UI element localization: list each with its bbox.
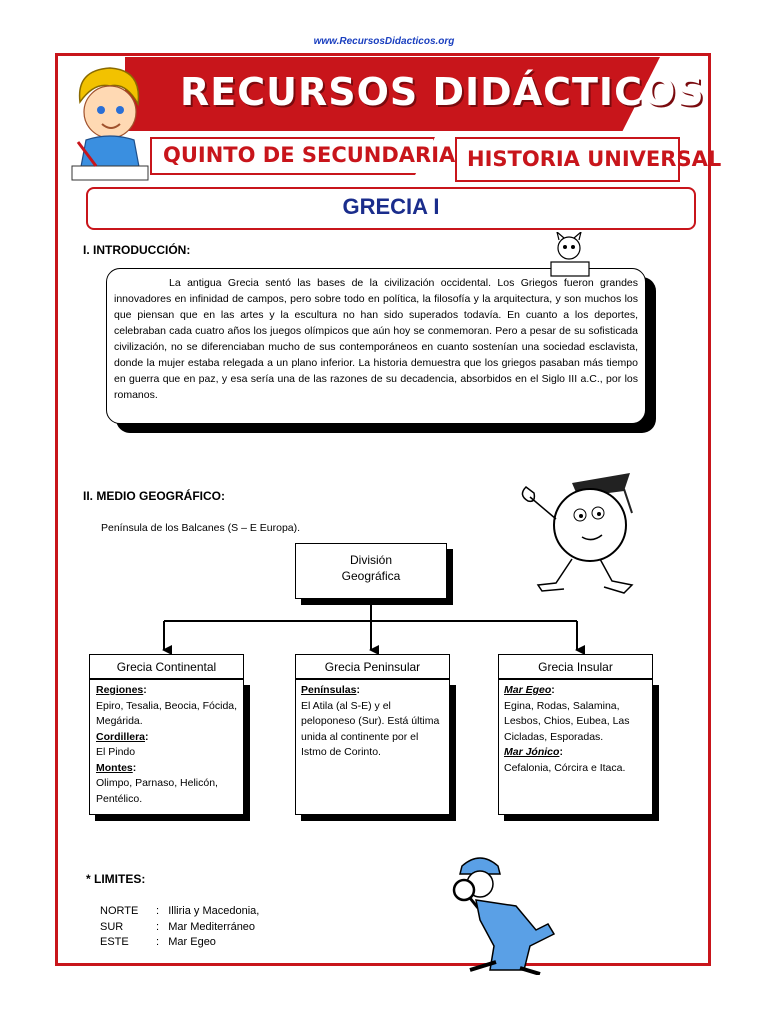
peninsular-title: Grecia Peninsular	[324, 660, 421, 674]
insular-title: Grecia Insular	[538, 660, 613, 674]
continental-title: Grecia Continental	[116, 660, 217, 674]
montes-text: Olimpo, Parnaso, Helicón, Pentélico.	[96, 777, 218, 805]
peninsula-text: Península de los Balcanes (S – E Europa).	[101, 522, 301, 534]
brand-title: RECURSOS DIDÁCTICOS	[180, 70, 705, 114]
division-line-2: Geográfica	[341, 569, 401, 583]
limit-row: SUR : Mar Mediterráneo	[100, 920, 256, 933]
page-title: GRECIA I	[342, 194, 440, 219]
mar-egeo-label: Mar Egeo	[504, 684, 552, 696]
cordillera-text: El Pindo	[96, 746, 136, 758]
limit-row: NORTE : Illiria y Macedonia,	[100, 905, 260, 917]
intro-text: La antigua Grecia sentó las bases de la civilización occidental. Los Griegos fueron grandes innovadores en infinidad de campos, pero sobre todo en política, la filosofía y la arquitectura, y son muchos los que piensan que en las artes y la escultura no han sido superados todavía. En cuanto a los deportes, celebraban cada cuatro años los juegos olímpicos que aún hoy se conmemoran. Pero a pesar de su sofisticada civilización, no se diferenciaban mucho de sus contemporáneos en cuanto sostenían una sociedad esclavista, donde la mujer estaba relegada a un plano inferior. La historia demuestra que los griegos pasaban más tiempo en guerra que en paz, y esa sería una de las razones de su decadencia, absorbidos en el Siglo III a.C., por los romanos.	[114, 277, 638, 401]
mar-jonico-text: Cefalonia, Córcira e Itaca.	[504, 761, 626, 774]
peninsulas-text: El Atila (al S-E) y el peloponeso (Sur). Está última unida al continente por el Istmo de Corinto.	[301, 699, 440, 758]
peninsulas-label: Penínsulas	[301, 684, 357, 696]
detective-illustration	[440, 850, 560, 975]
montes-label: Montes	[96, 761, 133, 774]
peninsular-content: Penínsulas: El Atila (al S-E) y el peloponeso (Sur). Está última unida al continente por el Istmo de Corinto.	[301, 684, 440, 758]
intro-heading: I. INTRODUCCIÓN:	[83, 243, 191, 257]
regiones-label: Regiones	[96, 684, 144, 696]
limits-list	[100, 904, 259, 951]
regiones-text: Epiro, Tesalia, Beocia, Fócida, Megárida.	[96, 699, 238, 727]
mar-egeo-text: Egina, Rodas, Salamina, Lesbos, Chios, Eubea, Las Cicladas, Esporadas.	[504, 699, 630, 743]
limit-row: ESTE : Mar Egeo	[100, 936, 216, 948]
insular-content: Mar Egeo: Egina, Rodas, Salamina, Lesbos, Chios, Eubea, Las Cicladas, Esporadas. Mar Jónico: Cefalonia, Córcira e Itaca.	[504, 684, 630, 774]
limits-heading: * LIMITES:	[86, 872, 146, 886]
mar-jonico-label: Mar Jónico	[504, 746, 560, 758]
site-url[interactable]: www.RecursosDidacticos.org	[313, 36, 455, 47]
subject-label: HISTORIA UNIVERSAL	[467, 147, 722, 171]
division-line-1: División	[349, 553, 392, 567]
cordillera-label: Cordillera	[96, 730, 146, 743]
grade-label: QUINTO DE SECUNDARIA	[163, 143, 456, 167]
continental-content: Regiones: Epiro, Tesalia, Beocia, Fócida, Megárida. Cordillera: El Pindo Montes: Olimpo, Parnaso, Helicón, Pentélico.	[96, 684, 238, 805]
geo-heading: II. MEDIO GEOGRÁFICO:	[83, 489, 226, 503]
